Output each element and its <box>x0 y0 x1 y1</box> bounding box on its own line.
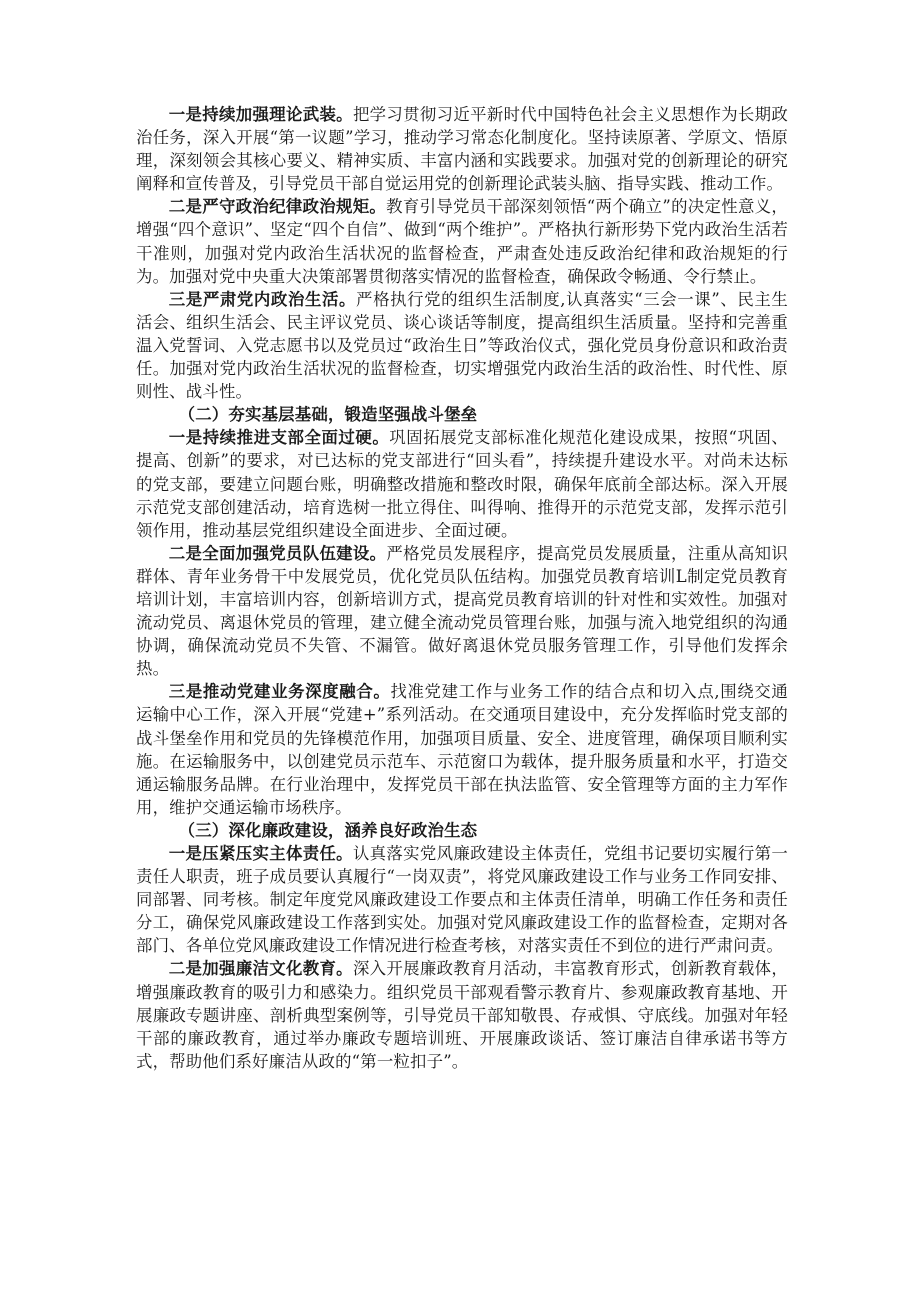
paragraph-body: 把学习贯彻习近平新时代中国特色社会主义思想作为长期政治任务，深入开展“第一议题”学习，推动学习常态化制度化。坚持读原著、学原文、悟原理，深刻领会其核心要义、精神实质、丰富内涵和实践要求。加强对党的创新理论的研究阐释和宣传普及，引导党员干部自觉运用党的创新理论武装头脑、指导实践、推动工作。 <box>136 105 789 194</box>
paragraph-lead: 一是持续加强理论武装。 <box>168 105 353 124</box>
paragraph-1-2 <box>136 195 788 287</box>
paragraph-lead: 二是全面加强党员队伍建设。 <box>168 543 387 563</box>
paragraph-body: 严格执行党的组织生活制度,认真落实“三会一课”、民主生活会、组织生活会、民主评议党员、谈心谈话等制度，提高组织生活质量。坚持和完善重温入党誓词、入党志愿书以及党员过“政治生日”等政治仪式，强化党员身份意识和政治责任。加强对党内政治生活状况的监督检查，切实增强党内政治生活的政治性、时代性、原则性、战斗性。 <box>136 289 788 402</box>
paragraph-body: 巩固拓展党支部标准化规范化建设成果，按照“巩固、提高、创新”的要求，对已达标的党支部进行“回头看”，持续提升建设水平。对尚未达标的党支部，要建立问题台账，明确整改措施和整改时限，确保年底前全部达标。深入开展示范党支部创建活动，培育选树一批立得住、叫得响、推得开的示范党支部，发挥示范引领作用，推动基层党组织建设全面进步、全面过硬。 <box>136 428 788 540</box>
paragraph-lead: 二是严守政治纪律政治规矩。 <box>168 197 387 217</box>
paragraph-3-2 <box>136 957 788 1072</box>
section-heading-3: （三）深化廉政建设，涵养良好政治生态 <box>178 820 478 840</box>
paragraph-lead: 二是加强廉洁文化教育。 <box>168 959 353 979</box>
paragraph-body: 找准党建工作与业务工作的结合点和切入点,围绕交通运输中心工作，深入开展“党建+”系列活动。在交通项目建设中，充分发挥临时党支部的战斗堡垒作用和党员的先锋模范作用，加强项目质量、安全、进度管理，确保项目顺利实施。在运输服务中，以创建党员示范车、示范窗口为载体，提升服务质量和水平，打造交通运输服务品牌。在行业治理中，发挥党员干部在执法监管、安全管理等方面的主力军作用，维护交通运输市场秩序。 <box>136 682 788 817</box>
paragraph-lead: 一是持续推进支部全面过硬。 <box>168 428 390 448</box>
paragraph-lead: 三是推动党建业务深度融合。 <box>168 682 391 702</box>
paragraph-body: 教育引导党员干部深刻领悟“两个确立”的决定性意义，增强“四个意识”、坚定“四个自信”、做到“两个维护”。严格执行新形势下党内政治生活若干准则，加强对党内政治生活状况的监督检查，严肃查处违反政治纪律和政治规矩的行为。加强对党中央重大决策部署贯彻落实情况的监督检查，确保政令畅通、令行禁止。 <box>136 197 788 286</box>
paragraph-body: 严格党员发展程序，提高党员发展质量，注重从高知识群体、青年业务骨干中发展党员，优化党员队伍结构。加强党员教育培训L制定党员教育培训计划，丰富培训内容，创新培训方式，提高党员教育培训的针对性和实效性。加强对流动党员、离退休党员的管理，建立健全流动党员管理台账，加强与流入地党组织的沟通协调，确保流动党员不失管、不漏管。做好离退休党员服务管理工作，引导他们发挥余热。 <box>136 543 788 679</box>
paragraph-2-3 <box>136 680 788 819</box>
section-heading-2: （二）夯实基层基础，锻造坚强战斗堡垒 <box>178 405 478 425</box>
paragraph-lead: 三是严肃党内政治生活。 <box>168 289 357 309</box>
paragraph-lead: 一是压紧压实主体责任。 <box>168 844 353 863</box>
paragraph-1-3 <box>136 288 788 403</box>
paragraph-body: 认真落实党风廉政建设主体责任，党组书记要切实履行第一责任人职责，班子成员要认真履行“一岗双责”，将党风廉政建设工作与业务工作同安排、同部署、同考核。制定年度党风廉政建设工作要点和主体责任清单，明确工作任务和责任分工，确保党风廉政建设工作落到实处。加强对党风廉政建设工作的监督检查，定期对各部门、各单位党风廉政建设工作情况进行检查考核，对落实责任不到位的进行严肃问责。 <box>136 844 789 956</box>
paragraph-1-1 <box>136 103 788 195</box>
paragraph-2-1 <box>136 426 788 541</box>
paragraph-body: 深入开展廉政教育月活动，丰富教育形式，创新教育载体，增强廉政教育的吸引力和感染力。组织党员干部观看警示教育片、参观廉政教育基地、开展廉政专题讲座、剖析典型案例等，引导党员干部知敬畏、存戒惧、守底线。加强对年轻干部的廉政教育，通过举办廉政专题培训班、开展廉政谈话、签订廉洁自律承诺书等方式，帮助他们系好廉洁从政的“第一粒扣子”。 <box>136 959 789 1071</box>
document-page <box>136 103 788 1073</box>
paragraph-2-2 <box>136 542 788 681</box>
paragraph-3-1 <box>136 842 788 957</box>
